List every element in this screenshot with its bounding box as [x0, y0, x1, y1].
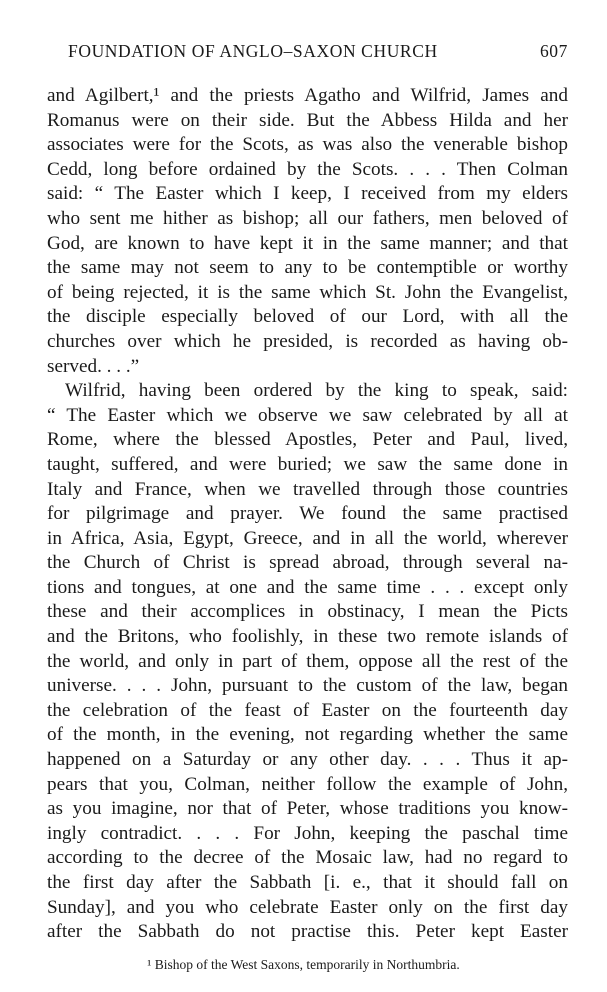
text-line: of being rejected, it is the same which St. John the Evangelist, — [47, 281, 568, 303]
text-line: and Agilbert,¹ and the priests Agatho and Wilfrid, James and — [47, 85, 568, 106]
text-line: churches over which he presided, is recorded as having ob- — [47, 330, 568, 352]
text-line: the world, and only in part of them, oppose all the rest of the — [47, 650, 568, 672]
text-line: for pilgrimage and prayer. We found the same practised — [47, 503, 568, 525]
text-line: ingly contradict. . . . For John, keeping the paschal time — [47, 822, 568, 844]
text-line: who sent me hither as bishop; all our fathers, men beloved of — [47, 207, 568, 229]
running-header — [68, 40, 568, 62]
text-line: these and their accomplices in obstinacy, I mean the Picts — [47, 601, 568, 623]
text-line: Romanus were on their side. But the Abbess Hilda and her — [47, 109, 568, 131]
text-line: after the Sabbath do not practise this. Peter kept Easter — [47, 921, 568, 943]
text-line: Wilfrid, having been ordered by the king to speak, said: — [65, 380, 568, 402]
text-line: in Africa, Asia, Egypt, Greece, and in all the world, wherever — [47, 527, 568, 549]
text-line: and the Britons, who foolishly, in these two remote islands of — [47, 626, 568, 648]
running-title: FOUNDATION OF ANGLO–SAXON CHURCH — [68, 41, 438, 61]
text-line: the same may not seem to any to be contemptible or worthy — [47, 257, 568, 279]
body-text — [47, 84, 568, 945]
text-line: universe. . . . John, pursuant to the custom of the law, began — [47, 675, 568, 697]
text-line: associates were for the Scots, as was also the venerable bishop — [47, 134, 568, 156]
text-line: Cedd, long before ordained by the Scots. . . . Then Colman — [47, 158, 568, 180]
text-line: according to the decree of the Mosaic law, had no regard to — [47, 847, 568, 869]
text-line: Rome, where the blessed Apostles, Peter and Paul, lived, — [47, 429, 568, 451]
text-line: served. . . .” — [47, 355, 140, 377]
text-line: as you imagine, nor that of Peter, whose traditions you know- — [47, 798, 568, 820]
text-line: the first day after the Sabbath [i. e., that it should fall on — [47, 872, 568, 893]
footnote: ¹ Bishop of the West Saxons, temporarily in Northumbria. — [147, 957, 460, 972]
text-line: tions and tongues, at one and the same time . . . except only — [47, 576, 568, 598]
page-number: 607 — [539, 41, 568, 61]
text-line: Sunday], and you who celebrate Easter only on the first day — [47, 896, 568, 918]
text-line: the celebration of the feast of Easter on the fourteenth day — [47, 699, 568, 721]
text-line: pears that you, Colman, neither follow the example of John, — [47, 773, 568, 795]
text-line: “ The Easter which we observe we saw celebrated by all at — [47, 404, 568, 426]
text-line: taught, suffered, and were buried; we saw the same done in — [47, 453, 568, 475]
text-line: of the month, in the evening, not regarding whether the same — [47, 724, 568, 746]
text-line: the Church of Christ is spread abroad, through several na- — [47, 552, 568, 574]
text-line: happened on a Saturday or any other day. . . . Thus it ap- — [47, 749, 568, 771]
text-line: God, are known to have kept it in the same manner; and that — [47, 232, 568, 254]
text-line: the disciple especially beloved of our Lord, with all the — [47, 306, 568, 328]
text-line: Italy and France, when we travelled through those countries — [47, 478, 568, 500]
text-line: said: “ The Easter which I keep, I received from my elders — [47, 183, 568, 205]
